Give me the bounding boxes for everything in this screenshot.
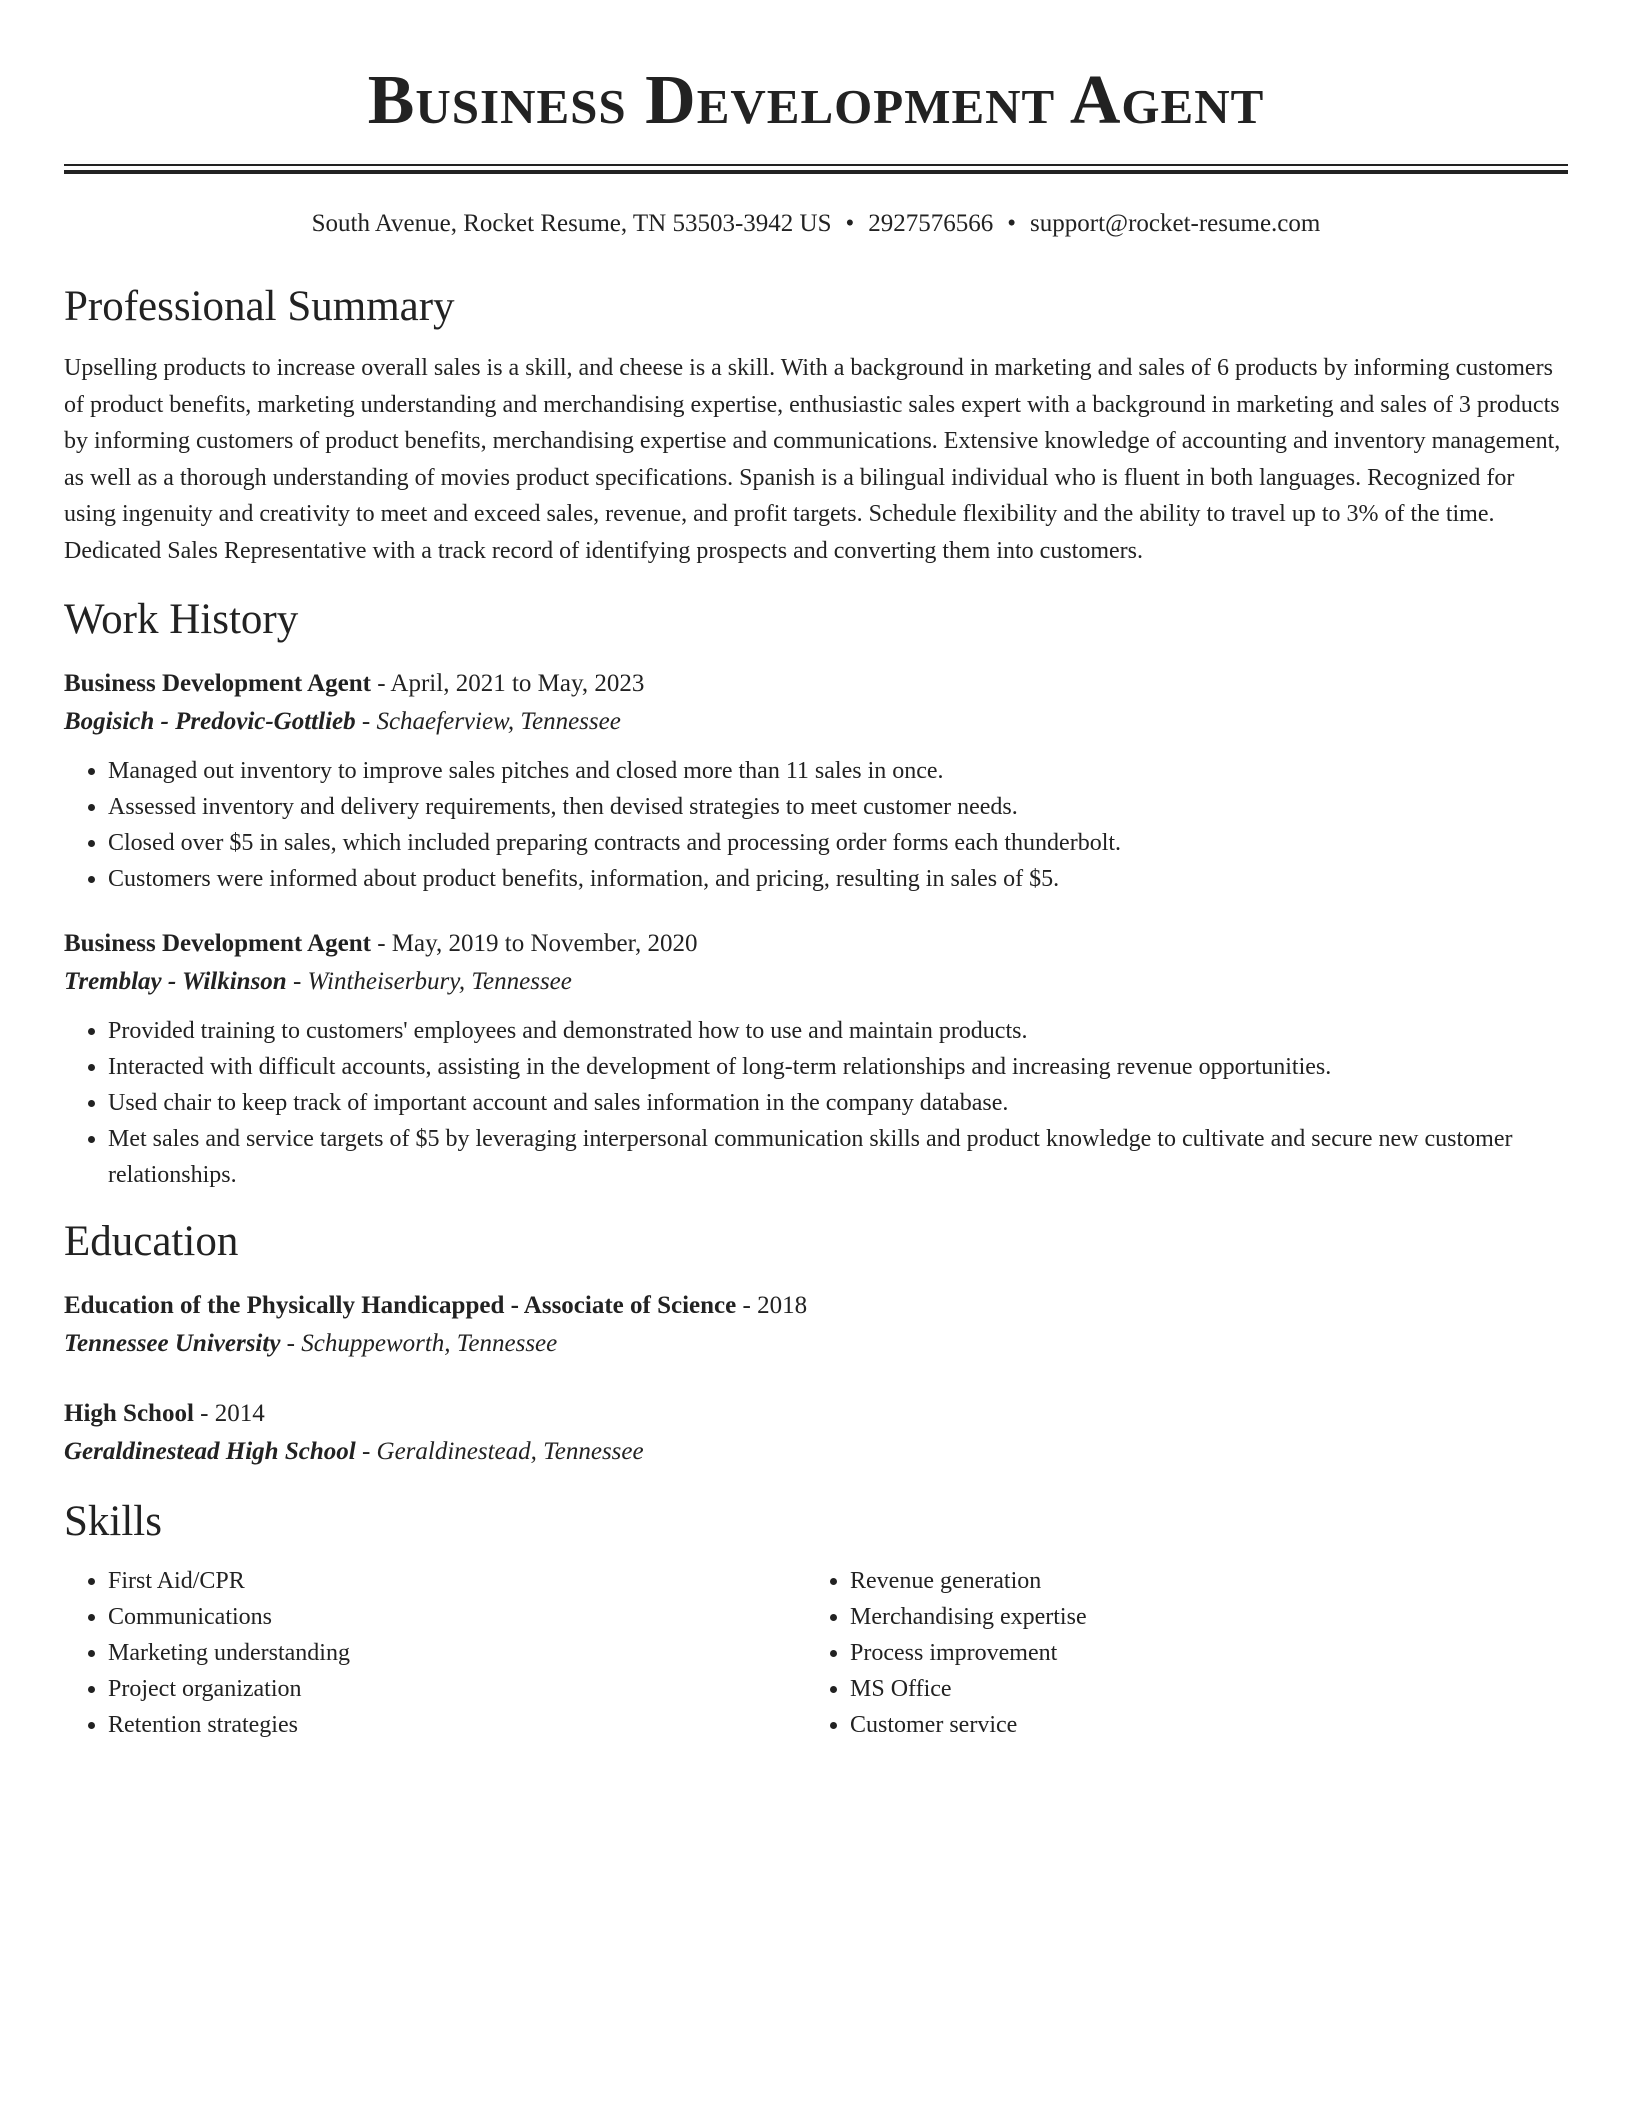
job-bullets	[64, 753, 1568, 897]
job-dates: April, 2021 to May, 2023	[390, 670, 645, 697]
job-header	[64, 665, 1568, 703]
education-school: Tennessee University	[64, 1330, 281, 1357]
education-header	[64, 1287, 1568, 1325]
education-header	[64, 1395, 1568, 1433]
dash: -	[280, 1330, 302, 1357]
job-company-line	[64, 963, 1568, 1001]
resume-title: Business Development Agent	[367, 62, 1265, 139]
skill-item: • Customer service	[850, 1707, 1548, 1743]
title-divider	[64, 164, 1568, 174]
education-school-line	[64, 1433, 1568, 1471]
dash: -	[355, 708, 377, 735]
skills-column-right	[806, 1563, 1548, 1743]
skills-columns	[64, 1563, 1568, 1743]
skill-item: • MS Office	[850, 1671, 1548, 1707]
dash: -	[370, 930, 392, 957]
dash: -	[370, 670, 391, 697]
education-degree: Education of the Physically Handicapped - Associate of Science	[64, 1292, 737, 1319]
education-year: 2018	[757, 1292, 808, 1319]
skill-item: • First Aid/CPR	[108, 1563, 806, 1599]
job-company-line	[64, 703, 1568, 741]
skill-item: • Merchandising expertise	[850, 1599, 1548, 1635]
contact-separator: •	[845, 210, 855, 237]
skill-item: • Process improvement	[850, 1635, 1548, 1671]
job-header	[64, 925, 1568, 963]
job-company: Tremblay - Wilkinson	[64, 968, 287, 995]
contact-email: support@rocket-resume.com	[1030, 210, 1321, 237]
list-item: • Managed out inventory to improve sales pitches and closed more than 11 sales in once.	[108, 753, 1568, 789]
skill-item: • Revenue generation	[850, 1563, 1548, 1599]
job-entry	[64, 925, 1568, 1193]
job-location: Schaeferview, Tennessee	[376, 708, 621, 735]
skills-list	[64, 1563, 806, 1743]
skills-column-left	[64, 1563, 806, 1743]
list-item: • Provided training to customers' employees and demonstrated how to use and maintain products.	[108, 1013, 1568, 1049]
job-role: Business Development Agent	[64, 670, 371, 697]
contact-line	[64, 208, 1568, 240]
list-item: • Closed over $5 in sales, which included preparing contracts and processing order forms each thunderbolt.	[108, 825, 1568, 861]
education-degree: High School	[64, 1400, 194, 1427]
skill-item: • Project organization	[108, 1671, 806, 1707]
skills-list	[806, 1563, 1548, 1743]
contact-address: South Avenue, Rocket Resume, TN 53503-3942 US	[311, 210, 832, 237]
list-item: • Used chair to keep track of important account and sales information in the company database.	[108, 1085, 1568, 1121]
skill-item: • Communications	[108, 1599, 806, 1635]
dash: -	[736, 1292, 758, 1319]
work-history-heading: Work History	[64, 596, 299, 643]
education-heading: Education	[64, 1218, 239, 1265]
education-school: Geraldinestead High School	[64, 1438, 356, 1465]
dash: -	[286, 968, 308, 995]
contact-separator: •	[1007, 210, 1017, 237]
list-item: • Assessed inventory and delivery requirements, then devised strategies to meet customer needs.	[108, 789, 1568, 825]
job-entry	[64, 665, 1568, 897]
contact-phone: 2927576566	[868, 210, 994, 237]
job-dates: May, 2019 to November, 2020	[391, 930, 698, 957]
job-bullets	[64, 1013, 1568, 1193]
skills-heading: Skills	[64, 1498, 162, 1545]
summary-text: Upselling products to increase overall sales is a skill, and cheese is a skill. With a background in marketing and sales of 6 products by informing customers of product benefits, marketing understanding and merchandising expertise, enthusiastic sales expert with a background in marketing and sales of 3 products by informing customers of product benefits, merchandising expertise and communications. Extensive knowledge of accounting and inventory management, as well as a thorough understanding of movies product specifications. Spanish is a bilingual individual who is fluent in both languages. Recognized for using ingenuity and creativity to meet and exceed sales, revenue, and profit targets. Schedule flexibility and the ability to travel up to 3% of the time. Dedicated Sales Representative with a track record of identifying prospects and converting them into customers.	[64, 355, 1561, 564]
skill-item: • Marketing understanding	[108, 1635, 806, 1671]
list-item: • Customers were informed about product benefits, information, and pricing, resulting in sales of $5.	[108, 861, 1568, 897]
education-entry	[64, 1287, 1568, 1363]
job-role: Business Development Agent	[64, 930, 371, 957]
education-entry	[64, 1395, 1568, 1471]
skill-item: • Retention strategies	[108, 1707, 806, 1743]
list-item: • Interacted with difficult accounts, assisting in the development of long-term relationships and increasing revenue opportunities.	[108, 1049, 1568, 1085]
education-location: Schuppeworth, Tennessee	[301, 1330, 558, 1357]
list-item: • Met sales and service targets of $5 by leveraging interpersonal communication skills and product knowledge to cultivate and secure new customer relationships.	[108, 1121, 1568, 1193]
dash: -	[355, 1438, 377, 1465]
job-location: Wintheiserbury, Tennessee	[307, 968, 572, 995]
education-school-line	[64, 1325, 1568, 1363]
summary-heading: Professional Summary	[64, 283, 455, 330]
education-location: Geraldinestead, Tennessee	[376, 1438, 644, 1465]
job-company: Bogisich - Predovic-Gottlieb	[64, 708, 356, 735]
education-year: 2014	[214, 1400, 265, 1427]
dash: -	[193, 1400, 215, 1427]
